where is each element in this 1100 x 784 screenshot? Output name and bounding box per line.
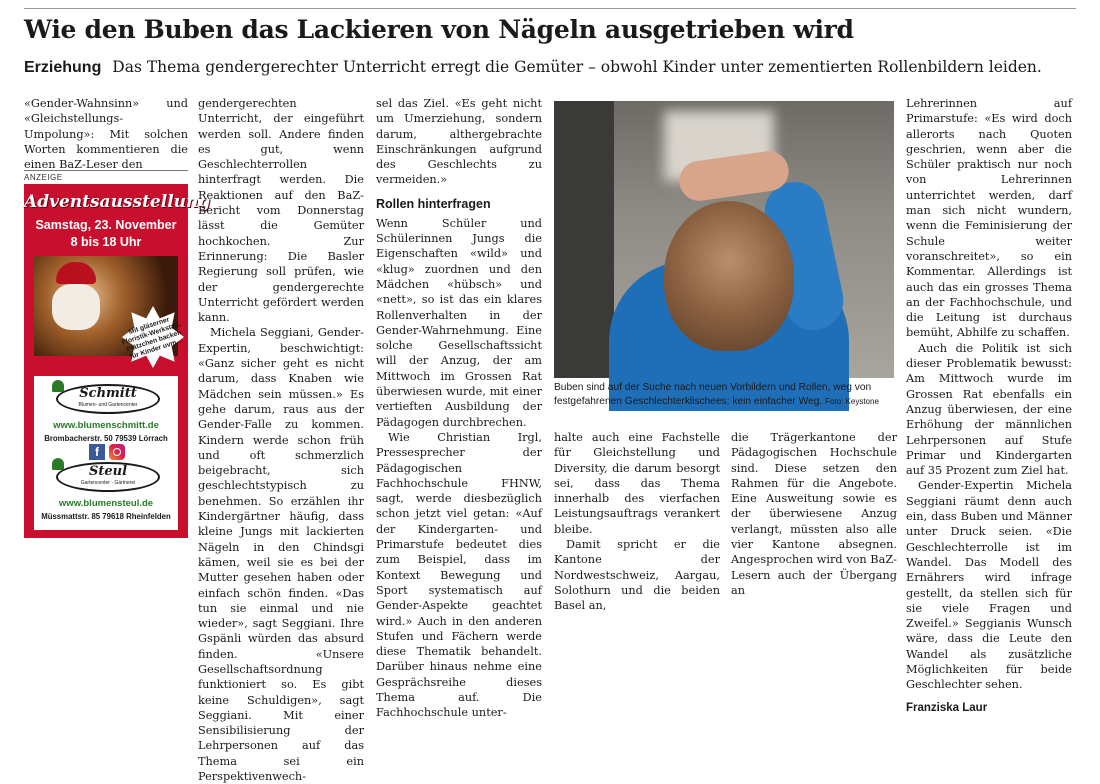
photo-head [664,201,794,351]
article-headline: Wie den Buben das Lackieren von Nägeln ausgetrieben wird [24,15,854,44]
caption-text: Buben sind auf der Suche nach neuen Vorbildern und Rollen, weg von festgefahrenen Geschlechterklischees: kein einfacher Weg. [554,382,872,407]
paragraph: «Gender-Wahnsinn» und «Gleichstellungs-Umpolung»: Mit solchen Worten kommentieren die einen BaZ-Leser den [24,97,188,172]
paragraph: Michela Seggiani, Gender-Expertin, beschwichtigt: «Ganz sicher geht es nicht darum, dass Knaben wie Mädchen sein müssen.» Es gehe darum, raus aus der Gender-Falle zu kommen. Kindern werde schon früh und oft schmerzlich beigebracht, sich geschlechtstypisch zu benehmen. So erzählen ihr Kindergärtner häufig, dass kleine Jungs mit lackierten Nägeln in den Chindsgi kämen, weil sie es bei der Mutter gesehen haben oder einfach schön finden. «Das tun sie einmal und nie wieder», sagt Seggiani. Ihre Gspänli würden das absurd finden. «Unsere Gesellschaftsordnung funktioniert so. Es gibt keine Schuldigen», sagt Seggiani. Mit einer Sensibilisierung der Lehrpersonen auf das Thema sei ein Perspektivenwech- [198,326,364,784]
social-icons [89,444,129,460]
paragraph: Lehrerinnen auf Primarstufe: «Es wird doch allerorts nach Quoten geschrien, wenn aber die Schüler praktisch nur noch von Lehrerinnen unterrichtet werden, darf man sich nicht wundern, wenn die Feminisierung der Schule weiter voranschreitet», so ein Kommentar. Allerdings ist auch das ein grosses Thema an der Fachhochschule, und die Leitung ist durchaus bemüht, Abhilfe zu schaffen. [906,97,1072,340]
paragraph: gendergerechten Unterricht, der eingeführt werden soll. Andere finden es gut, wenn Geschlechterrollen hinterfragt werden. Die Reaktionen auf den BaZ-Bericht vom Donnerstag lässt die Gemüter hochkochen. Zur Erinnerung: Die Basler Regierung soll prüfen, wie der gendergerechte Unterricht gefördert werden kann. [198,97,364,325]
shop2-sub: Gartencenter · Gärtnerei [80,480,136,486]
tree-icon [52,380,64,392]
ad-title: Adventsausstellung [24,192,211,212]
top-rule [24,8,1076,9]
ad-label: ANZEIGE [24,173,63,182]
photo-caption [554,381,894,408]
ad-divider [24,170,188,171]
advertisement[interactable] [24,184,211,538]
shop2-name: Steul [88,464,128,479]
paragraph: Wie Christian Irgl, Pressesprecher der Pädagogischen Fachhochschule FHNW, sagt, werde diesbezüglich schon jetzt viel getan: «Auf der Kindergarten- und Primarstufe bedeutet dies zum Beispiel, dass im Kontext Bewegung und Sport systematisch auf Gender-Aspekte geachtet wird.» Auch in den anderen Stufen und Fächern werde diese Thematik behandelt. Darüber hinaus nehme eine Gesprächsreihe dieses Thema auf. Die Fachhochschule unter- [376,430,542,720]
shop1-url-link[interactable]: www.blumenschmitt.de [53,420,159,431]
photo-credit: Foto: Keystone [825,396,879,406]
paragraph: Wenn Schüler und Schülerinnen Jungs die Eigenschaften «wild» und «klug» zuordnen und den Mädchen «hübsch» und «nett», so ist das ein klares Rollenverhalten in der Gender-Wahrnehmung. Eine solche Gesellschaftssicht will der Anzug, der am Mittwoch im Grossen Rat überwiesen wurde, mit einer vertieften Ausbildung der Pädagogen durchbrechen. [376,216,542,429]
ad-time: 8 bis 18 Uhr [70,235,142,249]
shop1-sub: Blumen- und Gartencenter [78,402,138,408]
article-column-4a [554,430,720,614]
santa-hat-icon [56,262,96,284]
schmitt-logo [56,384,160,414]
ad-shops-box [34,376,178,530]
paragraph: die Trägerkantone der Pädagogischen Hochschule sind. Diese setzen den Rahmen für die Angebote. Eine Ausweitung sowie es der überwiesene Anzug verlangt, müssten also alle vier Kantone absegnen. Angesprochen wird von BaZ-Lesern auch der Übergang an [731,431,897,597]
ad-date: Samstag, 23. November [35,218,177,232]
instagram-icon[interactable] [109,444,125,460]
article-subtitle: Das Thema gendergerechter Unterricht erregt die Gemüter – obwohl Kinder unter zementierten Rollenbildern leiden. [112,58,1042,76]
section-heading: Rollen hinterfragen [376,196,491,211]
article-column-3 [376,96,542,721]
steul-logo [56,462,160,492]
author-name: Franziska Laur [906,701,988,714]
ad-star-text: Mit gläserner Floristik-Werkstatt. Plätzchen backen für Kinder uvm… [121,316,184,361]
shop2-url-link[interactable]: www.blumensteul.de [58,498,154,509]
santa-beard-icon [52,284,100,330]
facebook-icon[interactable]: f [89,444,105,460]
paragraph: Gender-Expertin Michela Seggiani räumt denn auch ein, dass Buben und Männer unter Druck seien. «Die Geschlechterrolle ist im Wandel. Das Modell des Ernährers wird infrage gestellt, da stellen sich für sie viele Fragen und Zweifel.» Seggianis Wunsch wäre, dass die Leute den Wandel als zusätzliche Möglichkeiten für beide Geschlechter sehen. [906,479,1072,692]
shop2-address: Müssmattstr. 85 79618 Rheinfelden [41,512,171,521]
article-column-4b [731,430,897,598]
article-photo [554,101,894,378]
paragraph: Damit spricht er die Kantone der Nordwestschweiz, Aargau, Solothurn und die beiden Basel an, [554,538,720,613]
photo-blackboard [554,101,614,378]
article-subtitle-line [24,56,1084,79]
shop1-address: Brombacherstr. 50 79539 Lörrach [44,434,168,443]
article-column-5 [906,96,1072,716]
paragraph: sel das Ziel. «Es geht nicht um Umerziehung, sondern darum, althergebrachte Einschränkungen aufgrund des Geschlechts zu vermeiden.» [376,97,542,187]
tree-icon [52,458,64,470]
article-column-1 [24,96,188,172]
paragraph: halte auch eine Fachstelle für Gleichstellung und Diversity, die darum besorgt sei, dass das Thema innerhalb des vierfachen Leistungsauftrags verankert bleibe. [554,431,720,536]
article-kicker: Erziehung [24,59,102,76]
shop1-name: Schmitt [79,386,137,401]
paragraph: Auch die Politik ist sich dieser Problematik bewusst: Am Mittwoch wurde im Grossen Rat ebenfalls ein Anzug überwiesen, der eine Erhöhung der männlichen Lehrpersonen auf Stufe Primar und Kindergarten auf 35 Prozent zum Ziel hat. [906,341,1072,478]
article-column-2 [198,96,364,784]
